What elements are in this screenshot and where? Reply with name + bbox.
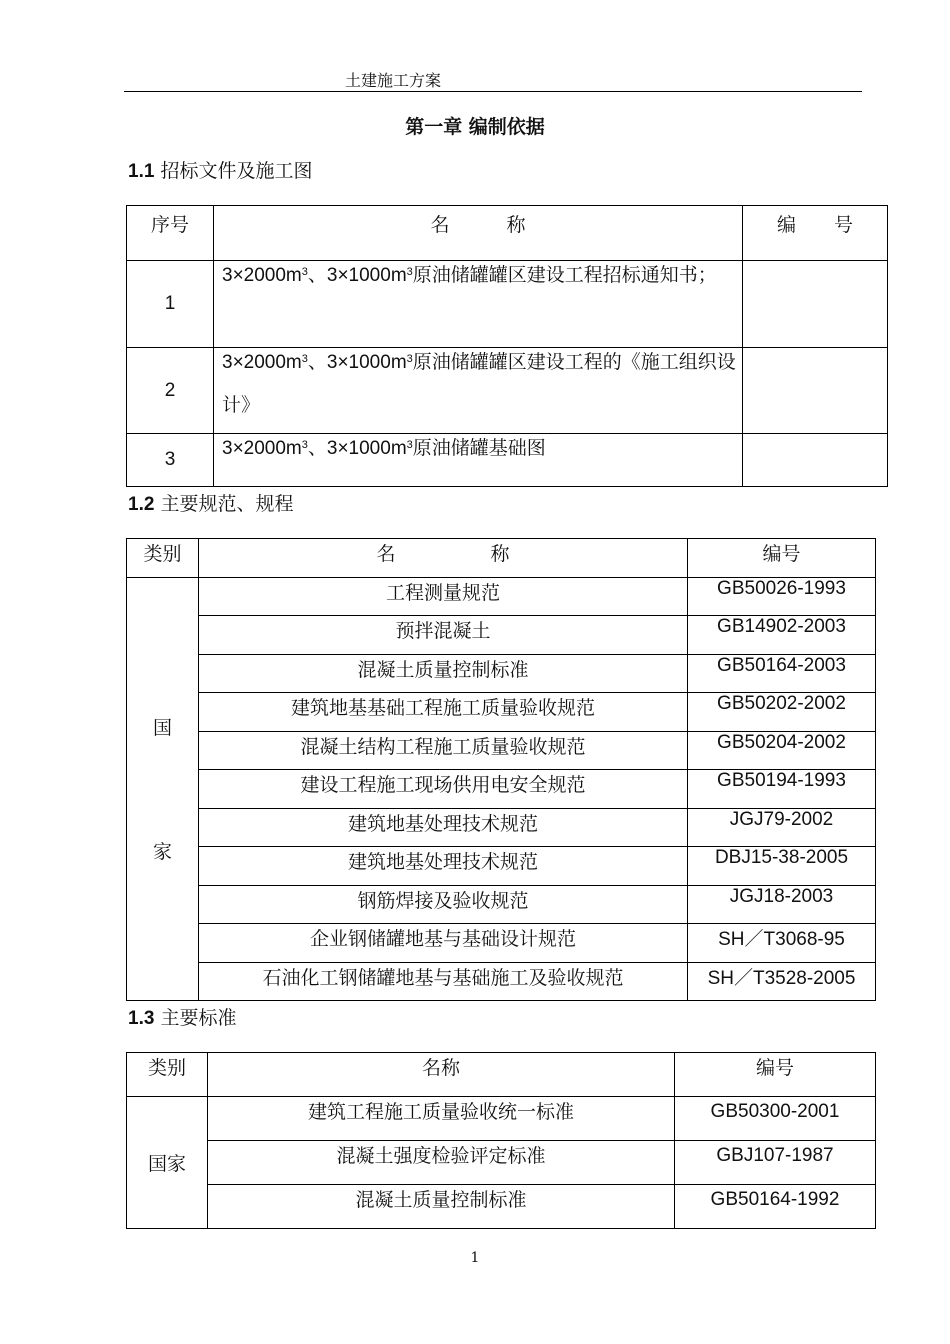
table-row — [127, 434, 888, 487]
name-prefix: $3\times 2000m^3$、$3\times 1000m^3$ — [222, 352, 413, 373]
table-row — [127, 1141, 876, 1185]
standard-name: 建筑工程施工质量验收统一标准 — [208, 1097, 675, 1141]
name-prefix: $3\times 2000m^3$、$3\times 1000m^3$ — [222, 265, 413, 286]
header-rule — [124, 91, 862, 92]
name-rest: 原油储罐罐区建设工程的《施工组织设计》 — [222, 351, 736, 416]
section-3-heading — [128, 1003, 236, 1030]
regulation-code: GB50204-2002 — [688, 731, 876, 770]
regulation-name: 混凝土质量控制标准 — [199, 654, 688, 693]
regulation-name: 工程测量规范 — [199, 577, 688, 616]
standard-name: 混凝土强度检验评定标准 — [208, 1141, 675, 1185]
section-title: 主要规范、规程 — [160, 493, 294, 515]
regulation-name: 混凝土结构工程施工质量验收规范 — [199, 731, 688, 770]
section-title: 招标文件及施工图 — [160, 160, 313, 182]
table-row — [127, 693, 876, 732]
regulation-name: 预拌混凝土 — [199, 616, 688, 655]
standard-code: GB50164-1992 — [675, 1185, 876, 1229]
standard-name: 混凝土质量控制标准 — [208, 1185, 675, 1229]
header-code: 编号 — [675, 1053, 876, 1097]
table-row — [127, 616, 876, 655]
section-1-heading — [128, 156, 312, 183]
regulation-name: 建筑地基处理技术规范 — [199, 808, 688, 847]
row-code — [743, 434, 888, 487]
section-title: 主要标准 — [160, 1007, 237, 1029]
regulation-name: 建筑地基处理技术规范 — [199, 847, 688, 886]
regulation-code: JGJ18-2003 — [688, 885, 876, 924]
row-name — [214, 348, 743, 434]
regulation-name: 石油化工钢储罐地基与基础施工及验收规范 — [199, 962, 688, 1001]
row-name — [214, 434, 743, 487]
name-prefix: $3\times 2000m^3$、$3\times 1000m^3$ — [222, 438, 413, 459]
header-name: 名称 — [208, 1053, 675, 1097]
header-name: 名 称 — [199, 539, 688, 578]
header-name: 名 称 — [214, 206, 743, 261]
table-row — [127, 924, 876, 963]
section-2-heading — [128, 489, 293, 516]
regulations-table — [126, 538, 876, 1001]
regulation-name: 企业钢储罐地基与基础设计规范 — [199, 924, 688, 963]
table-row — [127, 962, 876, 1001]
regulation-code: SH／T3528-2005 — [688, 962, 876, 1001]
regulation-code: GB50026-1993 — [688, 577, 876, 616]
table-row — [127, 348, 888, 434]
table-row — [127, 731, 876, 770]
category-cell — [127, 577, 199, 1001]
standard-code: GBJ107-1987 — [675, 1141, 876, 1185]
regulation-code: DBJ15-38-2005 — [688, 847, 876, 886]
table-row — [127, 1097, 876, 1141]
regulation-name: 建设工程施工现场供用电安全规范 — [199, 770, 688, 809]
standard-code: GB50300-2001 — [675, 1097, 876, 1141]
bidding-documents-table — [126, 205, 888, 487]
name-rest: 原油储罐罐区建设工程招标通知书； — [412, 264, 717, 286]
section-number: 1.3 — [128, 1008, 155, 1029]
table-row — [127, 808, 876, 847]
header-category: 类别 — [127, 1053, 208, 1097]
header-title: 土建施工方案 — [345, 71, 442, 90]
table-row — [127, 885, 876, 924]
category-char: 国 — [152, 717, 172, 740]
row-code — [743, 261, 888, 348]
row-index: 1 — [127, 261, 214, 348]
category-char: 家 — [152, 841, 172, 864]
regulation-code: SH／T3068-95 — [688, 924, 876, 963]
table-row — [127, 847, 876, 886]
header-code: 编号 — [688, 539, 876, 578]
row-code — [743, 348, 888, 434]
regulation-code: JGJ79-2002 — [688, 808, 876, 847]
row-name — [214, 261, 743, 348]
regulation-code: GB50194-1993 — [688, 770, 876, 809]
regulation-code: GB50202-2002 — [688, 693, 876, 732]
regulation-name: 钢筋焊接及验收规范 — [199, 885, 688, 924]
page-number: 1 — [470, 1250, 480, 1266]
header-index: 序号 — [127, 206, 214, 261]
table-row — [127, 770, 876, 809]
section-number: 1.1 — [128, 161, 155, 182]
row-index: 3 — [127, 434, 214, 487]
standards-table — [126, 1052, 876, 1229]
table-row — [127, 1185, 876, 1229]
regulation-code: GB14902-2003 — [688, 616, 876, 655]
name-rest: 原油储罐基础图 — [412, 437, 546, 459]
header-code: 编 号 — [743, 206, 888, 261]
table-row — [127, 654, 876, 693]
row-index: 2 — [127, 348, 214, 434]
table-row — [127, 261, 888, 348]
category-cell: 国家 — [127, 1097, 208, 1229]
section-number: 1.2 — [128, 494, 155, 515]
header-category: 类别 — [127, 539, 199, 578]
regulation-name: 建筑地基基础工程施工质量验收规范 — [199, 693, 688, 732]
regulation-code: GB50164-2003 — [688, 654, 876, 693]
table-row — [127, 577, 876, 616]
chapter-title: 第一章 编制依据 — [405, 116, 545, 138]
